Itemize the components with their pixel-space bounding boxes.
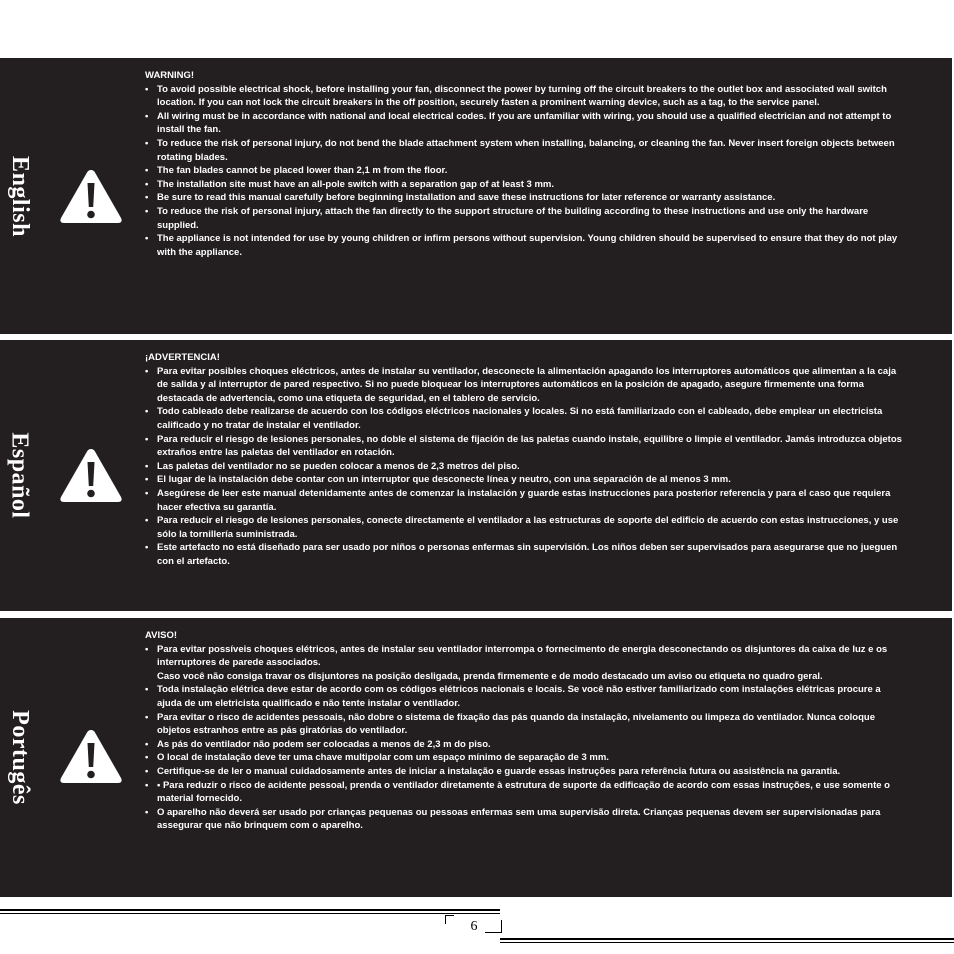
list-item: • As pás do ventilador não podem ser colocadas a menos de 2,3 m do piso. [145, 738, 907, 752]
warning-heading: AVISO! [145, 630, 178, 641]
list-item: • O local de instalação deve ter uma chave multipolar com um espaço mínimo de separação de 3 mm. [145, 751, 907, 765]
page-number: 6 [470, 919, 478, 934]
warning-triangle-icon [59, 447, 123, 504]
warning-list [145, 643, 907, 833]
list-item: • El lugar de la instalación debe contar con un interruptor que desconecte línea y neutro, con una separación de al menos 3 mm. [145, 473, 907, 487]
warning-heading: WARNING! [145, 70, 195, 81]
warning-list [145, 365, 907, 569]
warning-triangle-icon [59, 168, 123, 225]
list-item: • The installation site must have an all-pole switch with a separation gap of at least 3 mm. [145, 178, 907, 192]
warning-list [145, 83, 907, 260]
list-item: • Asegúrese de leer este manual detenidamente antes de comenzar la instalación y guarde estas instrucciones para posterior referencia y para el caso que requiera hacer efectiva su garantía. [145, 487, 907, 514]
warning-heading: ¡ADVERTENCIA! [145, 352, 220, 363]
list-item: • • Para reduzir o risco de acidente pessoal, prenda o ventilador diretamente à estrutura de suporte da edificação de acordo com essas instruções, e use somente o material fornecido. [145, 779, 907, 806]
spanish-warning-panel [0, 340, 952, 611]
warning-text [145, 351, 907, 569]
section-label: Portugês [6, 710, 33, 805]
section-label: Español [6, 432, 33, 519]
footer-rule-left [0, 909, 500, 911]
list-item: • O aparelho não deverá ser usado por crianças pequenas ou pessoas enfermas sem uma supervisão direta. Crianças pequenas devem ser supervisionadas para assegurar que não brinquem com o aparelho. [145, 806, 907, 833]
list-item: • Toda instalação elétrica deve estar de acordo com os códigos elétricos nacionais e locais. Se você não estiver familiarizado com instalações elétricas procure a ajuda de um eletricista qualificado e não tente instalar o ventilador. [145, 683, 907, 710]
list-item: • Las paletas del ventilador no se pueden colocar a menos de 2,3 metros del piso. [145, 460, 907, 474]
footer-rule-right-thin [500, 942, 954, 943]
list-item: • The fan blades cannot be placed lower than 2,1 m from the floor. [145, 164, 907, 178]
list-item: • To avoid possible electrical shock, before installing your fan, disconnect the power by turning off the circuit breakers to the outlet box and associated wall switch location. If you can not lock the circuit breakers in the off position, securely fasten a prominent warning device, such as a tag, to the service panel. [145, 83, 907, 110]
list-item: • All wiring must be in accordance with national and local electrical codes. If you are unfamiliar with wiring, you should use a qualified electrician and not attempt to install the fan. [145, 110, 907, 137]
list-item: • Para reducir el riesgo de lesiones personales, no doble el sistema de fijación de las paletas cuando instale, equilibre o limpie el ventilador. Jamás introduzca objetos extraños entre las paletas del ventilador en rotación. [145, 433, 907, 460]
list-item: • To reduce the risk of personal injury, attach the fan directly to the support structure of the building according to these instructions and use only the hardware supplied. [145, 205, 907, 232]
section-label: English [6, 155, 33, 237]
list-item: • Be sure to read this manual carefully before beginning installation and save these instructions for later reference or warranty assistance. [145, 191, 907, 205]
list-item: • Para evitar posibles choques eléctricos, antes de instalar su ventilador, desconecte la alimentación apagando los interruptores automáticos que alimentan a la caja de salida y al interruptor de pared respectivo. Si no puede bloquear los interruptores automáticos en la posición de apagado, asegure firmemente una forma destacada de advertencia, como una etiqueta de seguridad, en el tablero de servicio. [145, 365, 907, 406]
list-item: Caso você não consiga travar os disjuntores na posição desligada, prenda firmemente e de modo destacado um aviso ou etiqueta no quadro geral. [157, 670, 823, 682]
list-item: • Certifique-se de ler o manual cuidadosamente antes de iniciar a instalação e guarde essas instruções para referência futura ou assistência na garantia. [145, 765, 907, 779]
list-item: • Para evitar possíveis choques elétricos, antes de instalar seu ventilador interrompa o fornecimento de energia desconectando os disjuntores da caixa de luz e os interruptores de parede associados. [145, 643, 907, 670]
list-item: • Todo cableado debe realizarse de acuerdo con los códigos eléctricos nacionales y locales. Si no está familiarizado con el cableado, debe emplear un electricista calificado y no tratar de instalar el ventilador. [145, 405, 907, 432]
list-item: • Para reducir el riesgo de lesiones personales, conecte directamente el ventilador a las estructuras de soporte del edificio de acuerdo con estas instrucciones, y use sólo la tornillería suministrada. [145, 514, 907, 541]
warning-text [145, 69, 907, 259]
portuguese-warning-panel [0, 618, 952, 897]
list-item: • The appliance is not intended for use by young children or infirm persons without supervision. Young children should be supervised to ensure that they do not play with the appliance. [145, 232, 907, 259]
footer-rule-left-thin [0, 913, 500, 914]
warning-triangle-icon [59, 728, 123, 785]
warning-text [145, 629, 907, 833]
list-item: • Este artefacto no está diseñado para ser usado por niños o personas enfermas sin supervisión. Los niños deben ser supervisados para asegurarse que no jueguen con el artefacto. [145, 541, 907, 568]
list-item: • Para evitar o risco de acidentes pessoais, não dobre o sistema de fixação das pás quando da instalação, nivelamento ou limpeza do ventilador. Nunca coloque objetos estranhos entre as pás giratórias do ventilador. [145, 711, 907, 738]
english-warning-panel [0, 58, 952, 334]
list-item: • To reduce the risk of personal injury, do not bend the blade attachment system when installing, balancing, or cleaning the fan. Never insert foreign objects between rotating blades. [145, 137, 907, 164]
footer-rule-right [500, 938, 954, 940]
